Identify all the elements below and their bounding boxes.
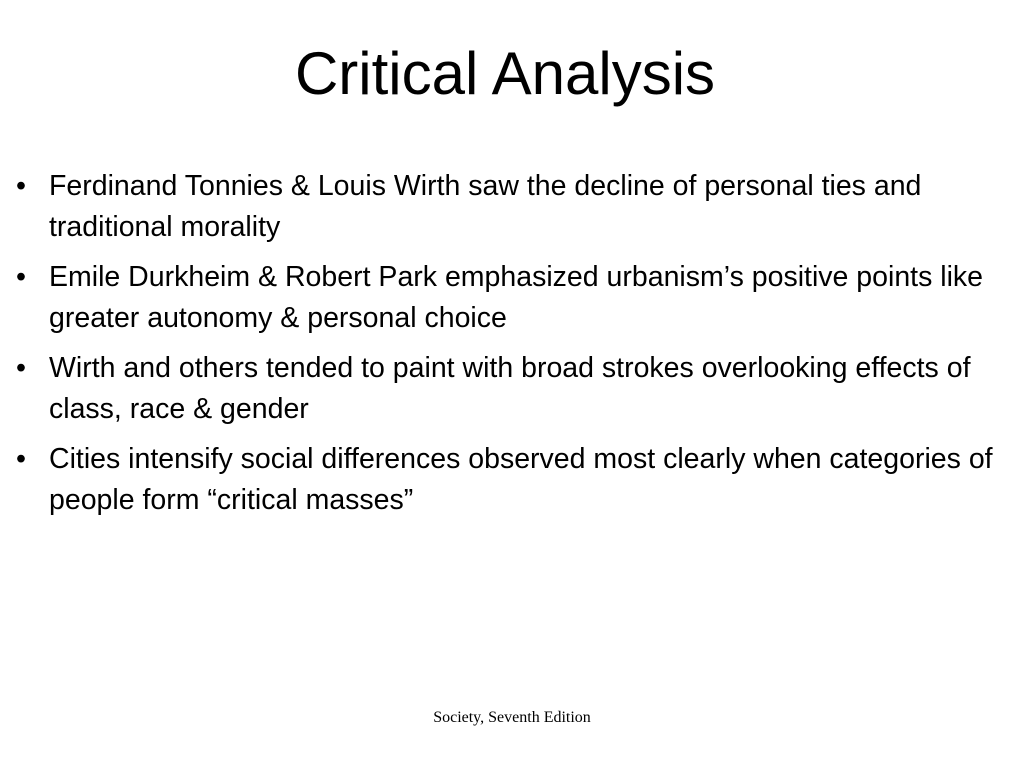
bullet-item bbox=[16, 257, 1016, 339]
bullet-text: Emile Durkheim & Robert Park emphasized urbanism’s positive points like greater autonomy & personal choice bbox=[49, 261, 984, 334]
bullet-item bbox=[16, 439, 1016, 521]
bullet-text: Wirth and others tended to paint with broad strokes overlooking effects of class, race & gender bbox=[49, 352, 971, 425]
bullet-item bbox=[16, 166, 1016, 248]
bullet-dot-icon: • bbox=[16, 352, 26, 384]
bullet-dot-icon: • bbox=[16, 261, 26, 293]
bullet-item bbox=[16, 348, 1016, 430]
bullet-text: Ferdinand Tonnies & Louis Wirth saw the decline of personal ties and traditional morality bbox=[49, 170, 922, 243]
bullet-text: Cities intensify social differences observed most clearly when categories of people form “critical masses” bbox=[49, 443, 993, 516]
slide-title: Critical Analysis bbox=[294, 40, 716, 107]
bullet-dot-icon: • bbox=[16, 170, 26, 202]
bullet-dot-icon: • bbox=[16, 443, 26, 475]
bullet-list bbox=[16, 166, 1016, 530]
slide-footer: Society, Seventh Edition bbox=[433, 709, 591, 726]
